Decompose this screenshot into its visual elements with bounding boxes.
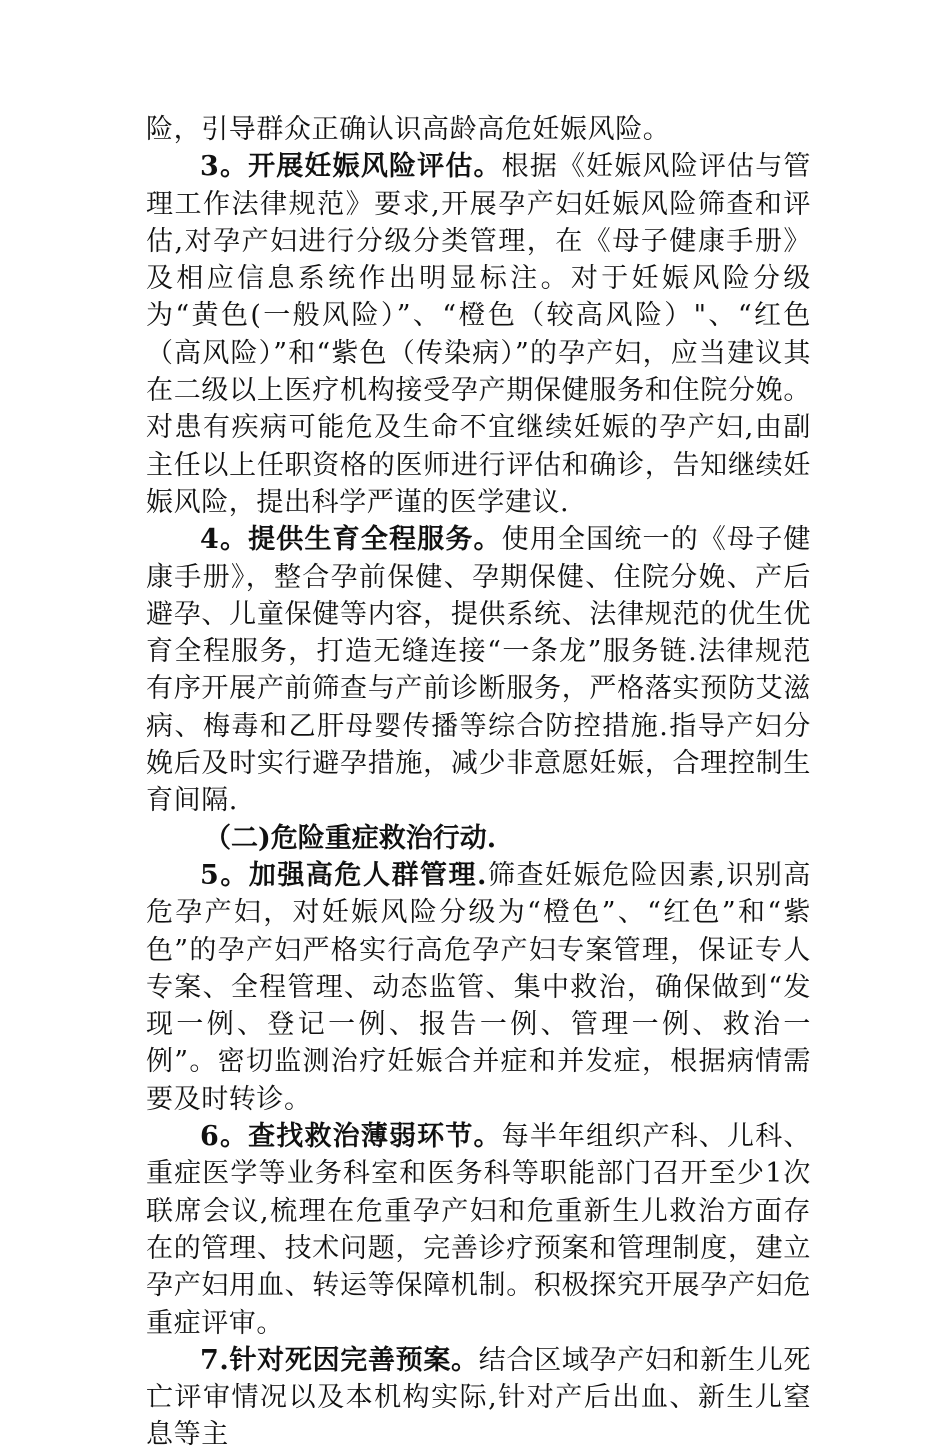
document-page xyxy=(146,111,811,1454)
paragraph-continuation xyxy=(146,111,811,148)
item-7-body: 结合区域孕产妇和新生儿死亡评审情况以及本机构实际,针对产后出血、新生儿窒息等主 xyxy=(146,1344,811,1451)
paragraph-text: 险，引导群众正确认识高龄高危妊娠风险。 xyxy=(146,114,671,145)
paragraph-item-3 xyxy=(146,148,811,521)
item-4-body: 使用全国统一的《母子健康手册》，整合孕前保健、孕期保健、住院分娩、产后避孕、儿童保健等内容，提供系统、法律规范的优生优育全程服务，打造无缝连接“一条龙”服务链.法律规范有序开展产前筛查与产前诊断服务，严格落实预防艾滋病、梅毒和乙肝母婴传播等综合防控措施.指导产妇分娩后及时实行避孕措施，减少非意愿妊娠，合理控制生育间隔. xyxy=(146,524,811,817)
item-5-heading: 5。加强高危人群管理. xyxy=(200,859,488,891)
item-5-body: 筛查妊娠危险因素,识别高危孕产妇，对妊娠风险分级为“橙色”、“红色”和“紫色”的孕产妇严格实行高危孕产妇专案管理，保证专人专案、全程管理、动态监管、集中救治，确保做到“发现一例、登记一例、报告一例、管理一例、救治一例”。密切监测治疗妊娠合并症和并发症，根据病情需要及时转诊。 xyxy=(146,859,811,1115)
paragraph-item-4 xyxy=(146,521,811,819)
item-3-body: 根据《妊娠风险评估与管理工作法律规范》要求,开展孕产妇妊娠风险筛查和评估,对孕产妇进行分级分类管理，在《母子健康手册》及相应信息系统作出明显标注。对于妊娠风险分级为“黄色(一般风险）”、“橙色（较高风险）"、“红色（高风险）”和“紫色（传染病）”的孕产妇，应当建议其在二级以上医疗机构接受孕产期保健服务和住院分娩。对患有疾病可能危及生命不宜继续妊娠的孕产妇,由副主任以上任职资格的医师进行评估和确诊，告知继续妊娠风险，提出科学严谨的医学建议. xyxy=(146,151,811,518)
paragraph-item-7 xyxy=(146,1342,811,1454)
paragraph-item-5 xyxy=(146,857,811,1118)
item-7-heading: 7.针对死因完善预案。 xyxy=(200,1344,479,1376)
item-4-heading: 4。提供生育全程服务。 xyxy=(200,524,502,556)
section-heading-2: （二)危险重症救治行动. xyxy=(204,822,497,854)
item-3-heading: 3。开展妊娠风险评估。 xyxy=(200,151,502,183)
paragraph-item-6 xyxy=(146,1118,811,1342)
item-6-body: 每半年组织产科、儿科、重症医学等业务科室和医务科等职能部门召开至少1次联席会议,梳理在危重孕产妇和危重新生儿救治方面存在的管理、技术问题，完善诊疗预案和管理制度，建立孕产妇用血、转运等保障机制。积极探究开展孕产妇危重症评审。 xyxy=(146,1121,811,1339)
item-6-heading: 6。查找救治薄弱环节。 xyxy=(200,1121,502,1153)
